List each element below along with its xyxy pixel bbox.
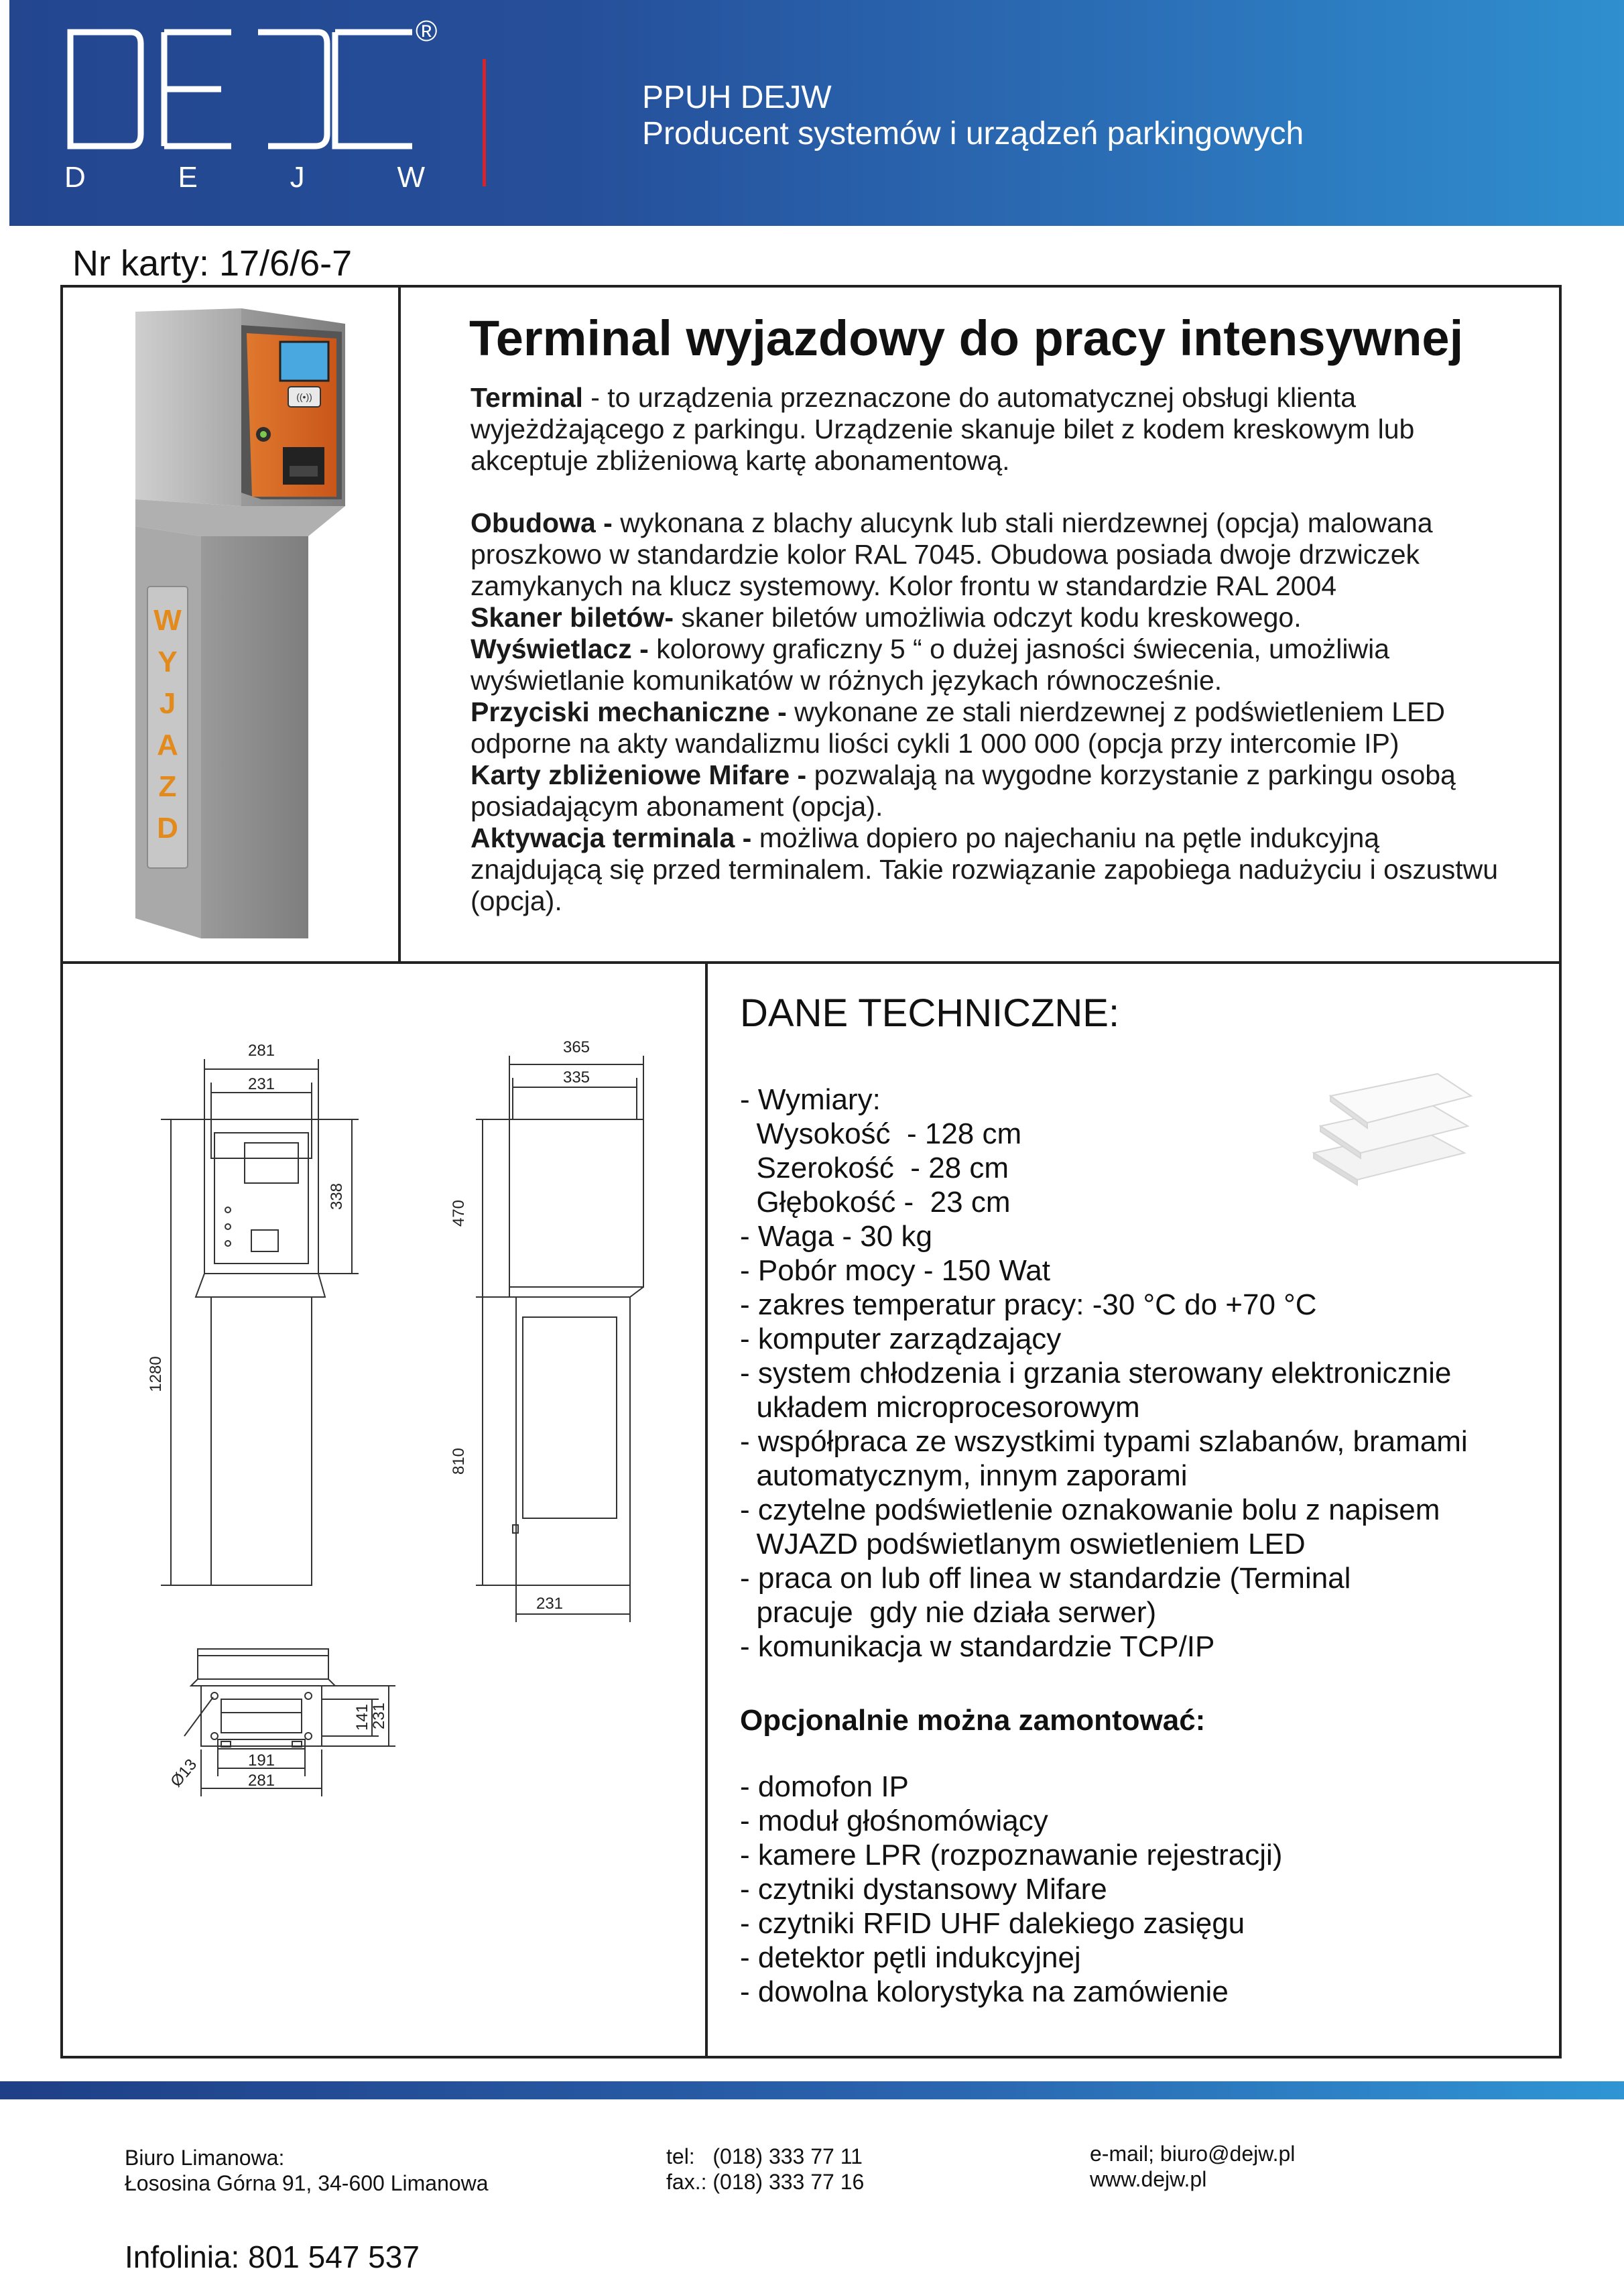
website-link[interactable]: www.dejw.pl [1090,2167,1207,2191]
box-divider [398,285,401,964]
logo-letter: J [290,161,306,194]
logo-letter: W [397,161,426,194]
options-heading: Opcjonalnie można zamontować: [740,1704,1206,1737]
tech-item: - Waga - 30 kg [740,1220,932,1253]
desc-housing: Obudowa - wykonana z blachy alucynk lub stali nierdzewnej (opcja) malowana proszkowo w standardzie kolor RAL 7045. Obudowa posiada dwoje drzwiczek zamykanych na klucz systemowy. Kolor frontu w standardzie RAL 2004 [471,507,1433,601]
desc-scanner: Skaner biletów- skaner biletów umożliwia odczyt kodu kreskowego. [471,602,1302,633]
tech-item: WJAZD podświetlanym oswietleniem LED [740,1528,1306,1560]
dim-label: 365 [562,1038,590,1056]
desc-activation: Aktywacja terminala - możliwa dopiero po najechaniu na pętle indukcyjną znajdującą się przed terminalem. Takie rozwiązanie zapobiega nadużyciu i oszustwu (opcja). [471,822,1499,916]
tech-item: automatycznym, innym zaporami [740,1459,1188,1492]
desc-buttons: Przyciski mechaniczne - wykonane ze stali nierdzewnej z podświetleniem LED odporne na akty wandalizmu liości cykli 1 000 000 (opcja przy intercomie IP) [471,696,1445,759]
registered-mark: ® [416,15,438,48]
kiosk-illustration [127,305,355,948]
tech-item: Wysokość - 128 cm [740,1117,1022,1150]
dim-label: 810 [450,1447,468,1475]
tech-item: - system chłodzenia i grzania sterowany elektronicznie [740,1357,1452,1390]
dim-label: 470 [450,1199,468,1227]
contact-info [1090,2141,1295,2192]
box-divider [705,961,708,2058]
logo-letter: D [64,161,87,194]
option-item: - moduł głośnomówiący [740,1804,1048,1837]
dim-label: 231 [247,1075,275,1093]
dim-label: Ø13 [167,1756,201,1791]
tech-item: pracuje gdy nie działa serwer) [740,1596,1157,1629]
header-divider [483,59,486,186]
dim-label: 338 [328,1182,346,1211]
dim-label: 231 [536,1595,564,1613]
logo-letters [64,161,426,194]
option-item: - detektor pętli indukcyjnej [740,1941,1081,1974]
tech-item: - czytelne podświetlenie oznakowanie bolu z napisem [740,1493,1440,1526]
tech-item: układem microprocesorowym [740,1391,1140,1424]
tech-item: - zakres temperatur pracy: -30 °C do +70 °C [740,1288,1317,1321]
phone-numbers [666,2144,864,2195]
card-number: Nr karty: 17/6/6-7 [72,243,353,284]
tech-spec-list [740,1083,1544,1664]
office-street: Łososina Górna 91, 34-600 Limanowa [125,2171,489,2195]
tech-heading: DANE TECHNICZNE: [740,991,1120,1035]
option-item: - domofon IP [740,1770,909,1803]
email-link[interactable]: e-mail; biuro@dejw.pl [1090,2142,1296,2166]
company-tagline: Producent systemów i urządzeń parkingowych [642,116,1304,151]
dim-label: 1280 [147,1356,165,1392]
tech-item: - Wymiary: [740,1083,881,1116]
dim-label: 335 [562,1068,590,1087]
tech-item: Głębokość - 23 cm [740,1186,1011,1219]
dim-label: 191 [247,1751,275,1770]
option-item: - kamere LPR (rozpoznawanie rejestracji) [740,1839,1283,1871]
tech-item: - komunikacja w standardzie TCP/IP [740,1630,1215,1663]
dim-label: 281 [247,1042,275,1060]
footer-band [0,2081,1624,2099]
desc-terminal: Terminal - to urządzenia przeznaczone do automatycznej obsługi klienta wyjeżdżającego z parkingu. Urządzenie skanuje bilet z kodem kreskowym lub akceptuje zbliżeniową kartę abonamentową. [471,382,1415,476]
desc-display: Wyświetlacz - kolorowy graficzny 5 “ o dużej jasności świecenia, umożliwia wyświetlanie komunikatów w różnych językach równocześnie. [471,633,1390,696]
product-title: Terminal wyjazdowy do pracy intensywnej [469,310,1464,366]
company-name: PPUH DEJW [642,80,832,115]
office-label: Biuro Limanowa: [125,2146,285,2170]
option-item: - dowolna kolorystyka na zamówienie [740,1975,1229,2008]
tech-item: - komputer zarządzający [740,1323,1062,1355]
tech-item: Szerokość - 28 cm [740,1152,1009,1184]
product-description [471,382,1516,917]
dim-label: 281 [247,1772,275,1790]
technical-drawing [121,1026,670,1884]
options-list [740,1770,1282,2009]
phone-number: tel: (018) 333 77 11 [666,2144,863,2168]
desc-cards: Karty zbliżeniowe Mifare - pozwalają na wygodne korzystanie z parkingu osobą posiadającym abonament (opcja). [471,759,1456,822]
kiosk-sign: W Y J A Z D [153,604,182,845]
logo-letter: E [178,161,199,194]
tech-item: - Pobór mocy - 150 Wat [740,1254,1050,1287]
option-item: - czytniki dystansowy Mifare [740,1873,1107,1906]
dim-label: 231 [370,1702,388,1730]
fax-number: fax.: (018) 333 77 16 [666,2170,865,2194]
dim-label: 141 [353,1703,371,1731]
option-item: - czytniki RFID UHF dalekiego zasięgu [740,1907,1245,1940]
tech-item: - współpraca ze wszystkimi typami szlabanów, bramami [740,1425,1468,1458]
svg-text:((•)): ((•)) [296,391,312,402]
dejw-logo [67,27,416,158]
office-address [125,2145,489,2196]
tech-item: - praca on lub off linea w standardzie (Terminal [740,1562,1351,1595]
hotline: Infolinia: 801 547 537 [125,2239,420,2274]
